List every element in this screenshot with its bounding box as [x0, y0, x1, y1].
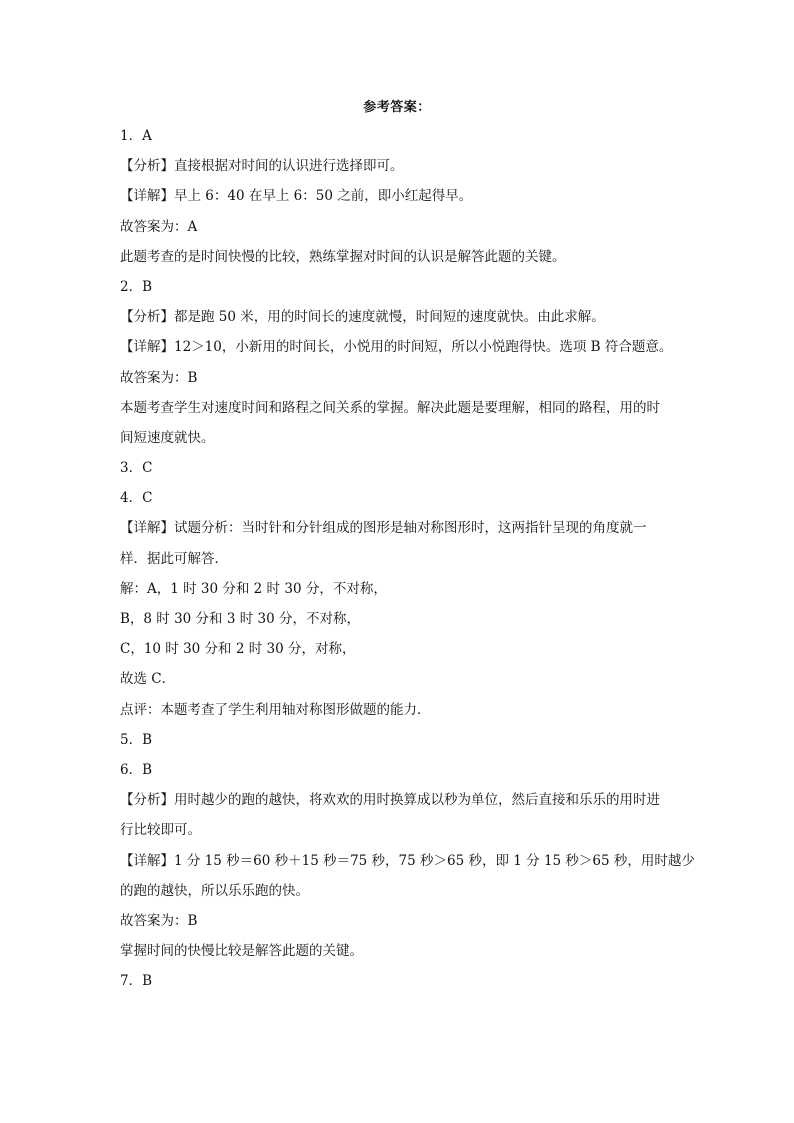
answer-line: 间短速度就快。: [120, 429, 215, 446]
page-title: 参考答案：: [363, 100, 431, 115]
answer-line: 解：A，1 时 30 分和 2 时 30 分，不对称，: [120, 580, 387, 597]
answer-line: 6．B: [120, 761, 153, 778]
answer-line: 1．A: [120, 128, 152, 144]
answer-line: 2．B: [120, 278, 153, 295]
answer-line: 7．B: [120, 973, 153, 990]
answer-line: 本题考查学生对速度时间和路程之间关系的掌握。解决此题是要理解，相同的路程，用的时: [120, 399, 660, 416]
answer-line: 故答案为：B: [120, 369, 198, 386]
answer-line: 【详解】早上 6：40 在早上 6：50 之前，即小红起得早。: [120, 188, 473, 205]
answer-line: 5．B: [120, 731, 153, 748]
answer-line: 【分析】都是跑 50 米，用的时间长的速度就慢，时间短的速度就快。由此求解。: [120, 309, 605, 326]
answer-line: 故答案为：B: [120, 912, 198, 929]
answer-line: 故答案为：A: [120, 218, 198, 235]
answer-line: 行比较即可。: [120, 822, 201, 839]
answer-line: B，8 时 30 分和 3 时 30 分，不对称，: [120, 611, 360, 627]
answer-line: 点评：本题考查了学生利用轴对称图形做题的能力．: [120, 701, 431, 718]
answer-line: 【分析】用时越少的跑的越快，将欢欢的用时换算成以秒为单位，然后直接和乐乐的用时进: [120, 792, 660, 809]
answer-line: 此题考查的是时间快慢的比较，熟练掌握对时间的认识是解答此题的关键。: [120, 248, 566, 265]
answer-line: 3．C: [120, 460, 153, 477]
answer-line: 【详解】1 分 15 秒＝60 秒＋15 秒＝75 秒，75 秒＞65 秒，即 1 分 15 秒＞65 秒，用时越少: [120, 852, 695, 869]
answer-line: 故选 C．: [120, 671, 176, 688]
answer-line: 【详解】12＞10，小新用的时间长，小悦用的时间短，所以小悦跑得快。选项 B 符合题意。: [120, 339, 673, 356]
answer-line: C，10 时 30 分和 2 时 30 分，对称，: [120, 641, 356, 658]
answer-line: 掌握时间的快慢比较是解答此题的关键。: [120, 943, 363, 960]
answer-line: 【分析】直接根据对时间的认识进行选择即可。: [120, 158, 404, 175]
answer-line: 【详解】试题分析：当时针和分针组成的图形是轴对称图形时，这两指针呈现的角度就一: [120, 520, 647, 537]
answer-line: 4．C: [120, 490, 153, 507]
answer-content: [120, 121, 695, 996]
answer-line: 样．据此可解答．: [120, 550, 228, 567]
answer-line: 的跑的越快，所以乐乐跑的快。: [120, 882, 309, 899]
